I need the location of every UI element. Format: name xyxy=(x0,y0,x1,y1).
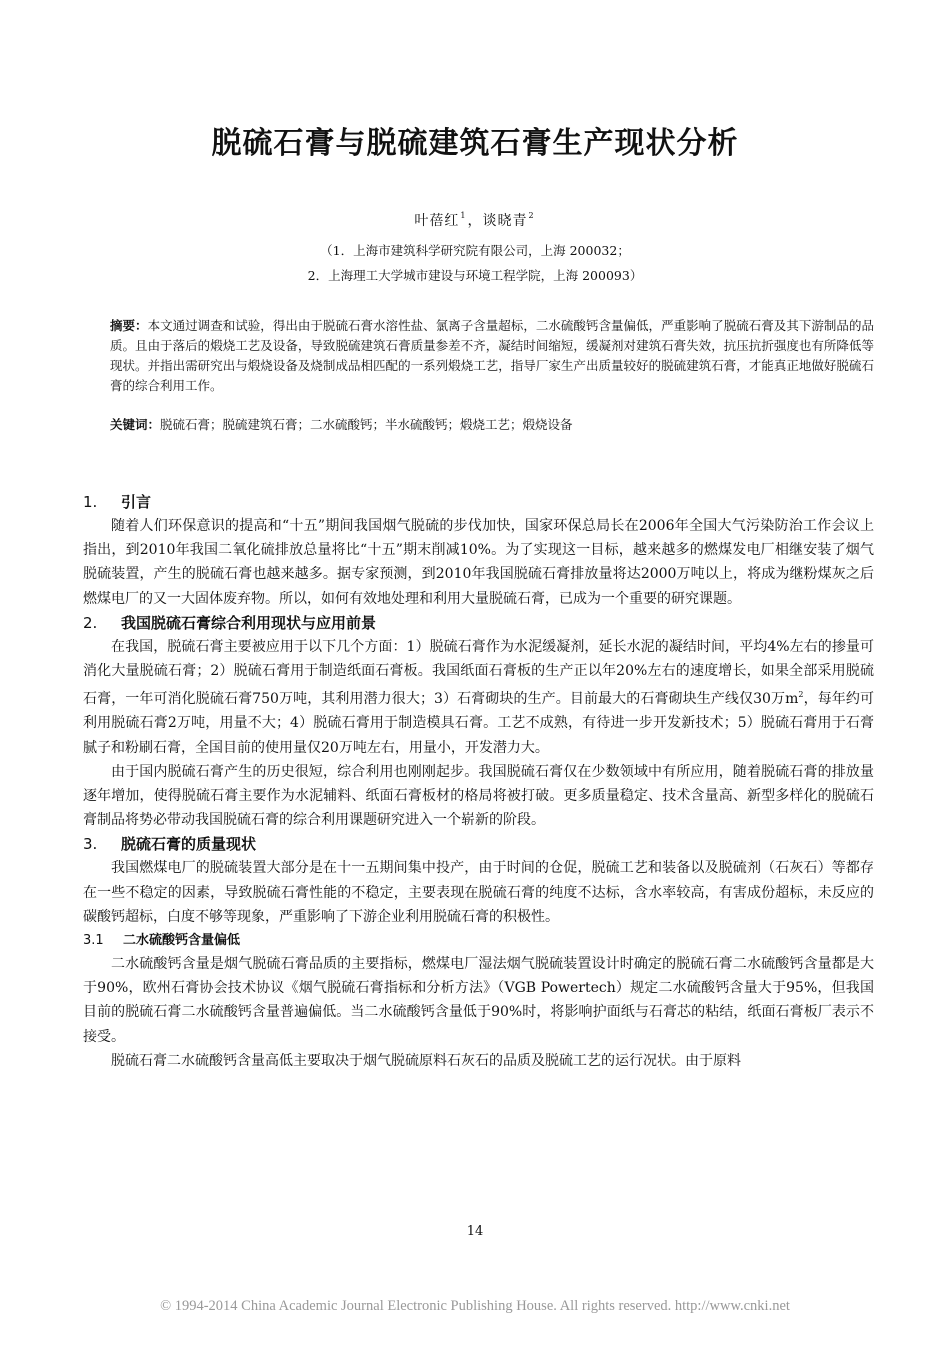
author-affil-marker: 2 xyxy=(528,211,535,220)
author-separator: ， xyxy=(467,213,483,229)
keywords-text: 脱硫石膏；脱硫建筑石膏；二水硫酸钙；半水硫酸钙；煅烧工艺；煅烧设备 xyxy=(160,417,573,432)
paragraph-text: 在我国，脱硫石膏主要被应用于以下几个方面：1）脱硫石膏作为水泥缓凝剂，延长水泥的凝结时间，平均4%左右的掺量可消化大量脱硫石膏；2）脱硫石膏用于制造纸面石膏板。我国纸面石膏板的生产正以年20%左右的速度增长，如果全部采用脱硫石膏，一年可消化脱硫石膏750万吨，其利用潜力很大；3）石膏砌块的生产。目前最大的石膏砌块生产线仅30万m xyxy=(83,638,874,708)
main-body xyxy=(83,490,874,1073)
paragraph xyxy=(83,635,874,760)
paragraph: 我国燃煤电厂的脱硫装置大部分是在十一五期间集中投产，由于时间的仓促，脱硫工艺和装备以及脱硫剂（石灰石）等都存在一些不稳定的因素，导致脱硫石膏性能的不稳定，主要表现在脱硫石膏的纯度不达标，含水率较高，有害成份超标，未反应的碳酸钙超标，白度不够等现象，严重影响了下游企业利用脱硫石膏的积极性。 xyxy=(83,860,874,925)
authors xyxy=(0,210,950,230)
paragraph-text: ，每年约可利用脱硫石膏2万吨，用量不大；4）脱硫石膏用于制造模具石膏。工艺不成熟，有待进一步开发新技术；5）脱硫石膏用于石膏腻子和粉刷石膏，全国目前的使用量仅20万吨左右，用量小，开发潜力大。 xyxy=(83,691,875,756)
paragraph: 由于国内脱硫石膏产生的历史很短，综合利用也刚刚起步。我国脱硫石膏仅在少数领域中有所应用，随着脱硫石膏的排放量逐年增加，使得脱硫石膏主要作为水泥辅料、纸面石膏板材的格局将被打破。更多质量稳定、技术含量高、新型多样化的脱硫石膏制品将势必带动我国脱硫石膏的综合利用课题研究进入一个崭新的阶段。 xyxy=(83,763,874,829)
abstract-text: 本文通过调查和试验，得出由于脱硫石膏水溶性盐、氯离子含量超标，二水硫酸钙含量偏低，严重影响了脱硫石膏及其下游制品的品质。且由于落后的煅烧工艺及设备，导致脱硫建筑石膏质量参差不齐，凝结时间缩短，缓凝剂对建筑石膏失效，抗压抗折强度也有所降低等现状。并指出需研究出与煅烧设备及烧制成品相匹配的一系列煅烧工艺，指导厂家生产出质量较好的脱硫建筑石膏，才能真正地做好脱硫石膏的综合利用工作。 xyxy=(110,318,874,393)
keywords-label: 关键词： xyxy=(110,417,161,432)
subsection-number: 3.1 xyxy=(83,933,104,949)
subsection-heading xyxy=(83,929,874,952)
section-title: 我国脱硫石膏综合利用现状与应用前景 xyxy=(121,613,377,632)
section-heading xyxy=(83,490,874,514)
affiliation: （1．上海市建筑科学研究院有限公司，上海 200032； xyxy=(320,243,630,258)
affiliation: 2．上海理工大学城市建设与环境工程学院，上海 200093） xyxy=(307,268,643,283)
page-number: 14 xyxy=(466,1224,484,1239)
author-name: 叶蓓红 xyxy=(414,213,460,229)
author-affil-marker: 1 xyxy=(460,211,467,220)
section-heading xyxy=(83,611,874,635)
section-heading xyxy=(83,832,874,856)
superscript: 2 xyxy=(798,690,804,700)
subsection-title: 二水硫酸钙含量偏低 xyxy=(123,933,241,949)
section-number: 3. xyxy=(83,835,98,854)
abstract-label: 摘要： xyxy=(110,318,148,333)
section-title: 脱硫石膏的质量现状 xyxy=(121,835,257,854)
author-name: 谈晓青 xyxy=(482,213,528,229)
paragraph: 脱硫石膏二水硫酸钙含量高低主要取决于烟气脱硫原料石灰石的品质及脱硫工艺的运行况状。由于原料 xyxy=(111,1052,741,1069)
footer-copyright: © 1994-2014 China Academic Journal Electronic Publishing House. All rights reserved. http://www.cnki.net xyxy=(160,1298,790,1314)
paragraph: 随着人们环保意识的提高和“十五”期间我国烟气脱硫的步伐加快，国家环保总局长在2006年全国大气污染防治工作会议上指出，到2010年我国二氧化硫排放总量将比“十五”期末削减10%。为了实现这一目标，越来越多的燃煤发电厂相继安装了烟气脱硫装置，产生的脱硫石膏也越来越多。据专家预测，到2010年我国脱硫石膏排放量将达2000万吨以上，将成为继粉煤灰之后燃煤电厂的又一大固体废弃物。所以，如何有效地处理和利用大量脱硫石膏，已成为一个重要的研究课题。 xyxy=(83,518,874,607)
paragraph: 二水硫酸钙含量是烟气脱硫石膏品质的主要指标，燃煤电厂湿法烟气脱硫装置设计时确定的脱硫石膏二水硫酸钙含量都是大于90%，欧州石膏协会技术协议《烟气脱硫石膏指标和分析方法》（VGB Powertech）规定二水硫酸钙含量大于95%，但我国目前的脱硫石膏二水硫酸钙含量普遍偏低。当二水硫酸钙含量低于90%时，将影响护面纸与石膏芯的粘结，纸面石膏板厂表示不接受。 xyxy=(83,956,874,1045)
page-title: 脱硫石膏与脱硫建筑石膏生产现状分析 xyxy=(211,126,739,161)
section-number: 2. xyxy=(83,613,98,632)
keywords xyxy=(110,415,874,435)
abstract xyxy=(110,316,874,396)
section-number: 1. xyxy=(83,493,98,511)
section-title: 引言 xyxy=(121,493,152,511)
